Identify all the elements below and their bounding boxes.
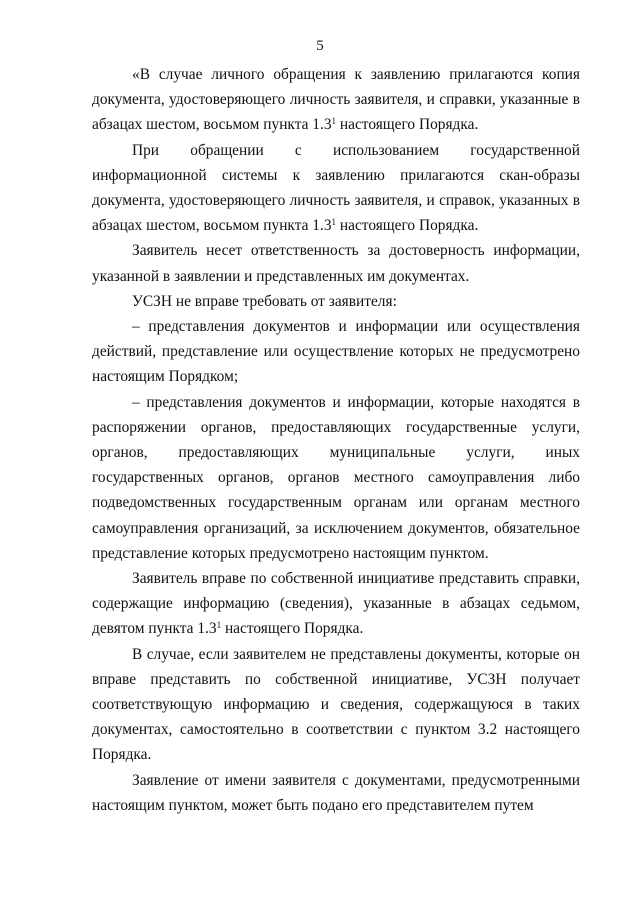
paragraph-text: При обращении с использованием государственной информационной системы к заявлению прилагаются скан-образы документа, удостоверяющего личность заявителя, и справок, указанных в абзацах шестом, восьмом пункта 1.3 bbox=[92, 141, 580, 235]
list-item-not-provided-by-order: – представления документов и информации или осуществления действий, представление или осуществление которых не предусмотрено настоящим Порядком; bbox=[92, 318, 580, 386]
document-body bbox=[92, 62, 580, 818]
superscript: 1 bbox=[216, 620, 222, 631]
list-item-documents-held-by-agencies: – представления документов и информации, которые находятся в распоряжении органов, предоставляющих государственные услуги, органов, предоставляющих муниципальные услуги, иных государственных органов, органов местного самоуправления либо подведомственных государственным органам или органам местного самоуправления организаций, за исключением документов, обязательное представление которых предусмотрено настоящим пунктом. bbox=[92, 393, 580, 562]
paragraph-own-initiative bbox=[92, 566, 580, 642]
paragraph-text: настоящего Порядка. bbox=[336, 217, 479, 235]
paragraph-applicant-responsibility: Заявитель несет ответственность за достоверность информации, указанной в заявлении и представленных им документах. bbox=[92, 242, 580, 285]
paragraph-personal-application bbox=[92, 62, 580, 138]
paragraph-representative-submission: Заявление от имени заявителя с документами, предусмотренными настоящим пунктом, может быть подано его представителем путем bbox=[92, 771, 580, 814]
superscript: 1 bbox=[331, 217, 337, 228]
paragraph-text: Заявитель вправе по собственной инициативе представить справки, содержащие информацию (сведения), указанные в абзацах седьмом, девятом пункта 1.3 bbox=[92, 570, 580, 638]
paragraph-text: «В случае личного обращения к заявлению прилагаются копия документа, удостоверяющего личность заявителя, и справки, указанные в абзацах шестом, восьмом пункта 1.3 bbox=[92, 66, 580, 134]
paragraph-text: настоящего Порядка. bbox=[221, 620, 364, 638]
paragraph-text: настоящего Порядка. bbox=[336, 116, 479, 134]
page-number: 5 bbox=[316, 38, 324, 54]
superscript: 1 bbox=[331, 116, 337, 127]
paragraph-state-system-application bbox=[92, 138, 580, 239]
paragraph-documents-not-submitted: В случае, если заявителем не представлены документы, которые он вправе представить по собственной инициативе, УСЗН получает соответствующую информацию и сведения, содержащуюся в таких документах, самостоятельно в соответствии с пунктом 3.2 настоящего Порядка. bbox=[92, 645, 580, 764]
paragraph-uszn-restrictions: УСЗН не вправе требовать от заявителя: bbox=[132, 292, 397, 310]
